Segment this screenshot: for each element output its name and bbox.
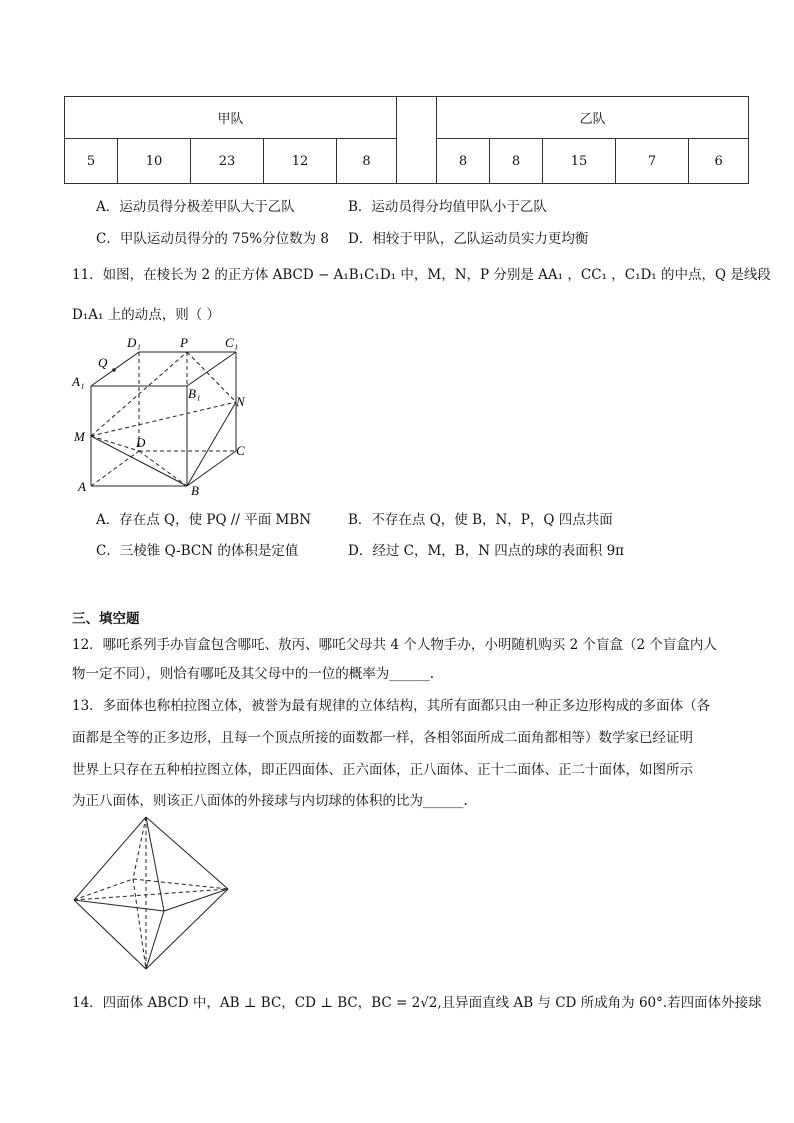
table-gap xyxy=(397,97,437,184)
section-heading: 三、填空题 xyxy=(72,611,140,627)
q13-line2: 面都是全等的正多边形，且每一个顶点所接的面数都一样，各相邻面所成二面角都相等）数学家已经证明 xyxy=(72,730,693,746)
label-m: M xyxy=(74,429,85,444)
label-d1: D₁ xyxy=(127,335,141,350)
label-a1: A₁ xyxy=(72,374,85,389)
q13-line4: 为正八面体，则该正八面体的外接球与内切球的体积的比为______. xyxy=(72,793,468,809)
a-score: 10 xyxy=(118,139,191,184)
q10-option-c: C．甲队运动员得分的 75%分位数为 8 xyxy=(96,231,330,247)
b-score: 8 xyxy=(490,139,543,184)
q11-option-b: B．不存在点 Q，使 B，N，P，Q 四点共面 xyxy=(348,512,613,528)
q10-option-b: B．运动员得分均值甲队小于乙队 xyxy=(348,199,547,215)
q11-stem-line2: D₁A₁ 上的动点，则（ ） xyxy=(72,307,220,323)
label-b: B xyxy=(191,483,199,498)
team-a-header: 甲队 xyxy=(65,97,397,139)
a-score: 12 xyxy=(264,139,337,184)
q13-line3: 世界上只存在五种柏拉图立体，即正四面体、正六面体，正八面体、正十二面体、正二十面体，如图所示 xyxy=(72,762,693,778)
q10-option-a: A．运动员得分极差甲队大于乙队 xyxy=(96,199,295,215)
q11-option-d: D．经过 C，M，B，N 四点的球的表面积 9π xyxy=(348,543,625,559)
a-score: 5 xyxy=(65,139,118,184)
label-n: N xyxy=(236,394,245,409)
q14-line1: 14．四面体 ABCD 中，AB ⊥ BC，CD ⊥ BC，BC = 2√2,且异面直线 AB 与 CD 所成角为 60°.若四面体外接球 xyxy=(72,995,762,1011)
label-c1: C₁ xyxy=(225,335,239,350)
octahedron-figure xyxy=(70,815,235,975)
b-score: 7 xyxy=(616,139,689,184)
b-score: 6 xyxy=(689,139,749,184)
b-score: 15 xyxy=(543,139,616,184)
score-table xyxy=(64,96,749,184)
q11-stem-line1: 11．如图，在棱长为 2 的正方体 ABCD − A₁B₁C₁D₁ 中，M，N，P 分别是 AA₁ ，CC₁ ，C₁D₁ 的中点，Q 是线段 xyxy=(72,267,771,283)
label-c: C xyxy=(236,443,245,458)
q13-line1: 13．多面体也称柏拉图立体，被誉为最有规律的立体结构，其所有面都只由一种正多边形构成的多面体（各 xyxy=(72,698,711,714)
q11-option-a: A．存在点 Q，使 PQ // 平面 MBN xyxy=(96,512,312,528)
q12-line1: 12．哪吒系列手办盲盒包含哪吒、敖丙、哪吒父母共 4 个人物手办，小明随机购买 2 个盲盒（2 个盲盒内人 xyxy=(72,637,717,653)
q11-option-c: C．三棱锥 Q-BCN 的体积是定值 xyxy=(96,543,299,559)
b-score: 8 xyxy=(437,139,490,184)
team-b-header: 乙队 xyxy=(437,97,749,139)
q12-line2: 物一定不同），则恰有哪吒及其父母中的一位的概率为______. xyxy=(72,666,435,682)
a-score: 23 xyxy=(191,139,264,184)
label-q: Q xyxy=(98,355,108,370)
q10-option-d: D．相较于甲队，乙队运动员实力更均衡 xyxy=(348,231,589,247)
cube-figure xyxy=(70,334,260,500)
label-a: A xyxy=(78,479,86,494)
label-d: D xyxy=(136,435,146,450)
a-score: 8 xyxy=(337,139,397,184)
label-b1: B₁ xyxy=(188,386,201,401)
label-p: P xyxy=(180,335,188,350)
